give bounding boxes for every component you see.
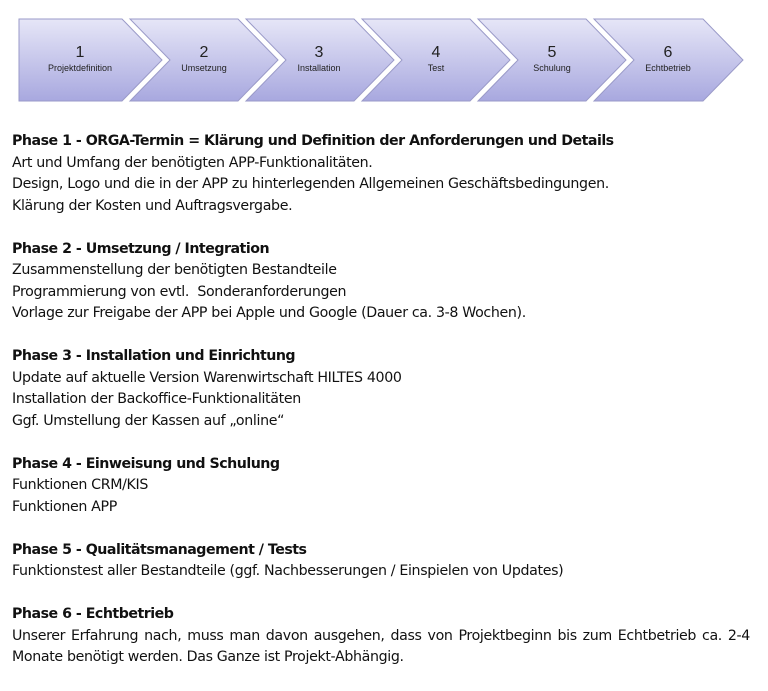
step-label: Installation bbox=[297, 63, 341, 73]
phase-line: Design, Logo und die in der APP zu hinterlegenden Allgemeinen Geschäftsbedingungen. bbox=[12, 176, 609, 192]
phase-line: Funktionen APP bbox=[12, 498, 117, 515]
step-1 bbox=[25, 44, 135, 74]
step-number: 5 bbox=[547, 44, 557, 61]
phase-1 bbox=[12, 131, 762, 217]
phase-descriptions bbox=[12, 131, 762, 690]
phase-line: Installation der Backoffice-Funktionalitäten bbox=[12, 391, 301, 407]
phase-paragraph: Unserer Erfahrung nach, muss man davon ausgehen, dass von Projektbeginn bis zum Echtbetrieb ca. 2-4 Monate benötigt werden. Das Ganze ist Projekt-Abhängig. bbox=[12, 627, 750, 665]
step-2 bbox=[149, 44, 259, 74]
phase-line: Klärung der Kosten und Auftragsvergabe. bbox=[12, 197, 293, 214]
phase-title: Phase 5 - Qualitätsmanagement / Tests bbox=[12, 541, 307, 558]
step-number: 4 bbox=[431, 44, 441, 61]
phase-line: Funktionstest aller Bestandteile (ggf. Nachbesserungen / Einspielen von Updates) bbox=[12, 563, 564, 579]
phase-3 bbox=[12, 346, 762, 432]
step-number: 3 bbox=[314, 44, 324, 61]
phase-line: Zusammenstellung der benötigten Bestandteile bbox=[12, 262, 337, 278]
phase-line: Ggf. Umstellung der Kassen auf „online“ bbox=[12, 412, 285, 429]
phase-title: Phase 4 - Einweisung und Schulung bbox=[12, 455, 280, 472]
phase-line: Update auf aktuelle Version Warenwirtschaft HILTES 4000 bbox=[12, 369, 402, 386]
step-label: Test bbox=[427, 63, 445, 73]
step-3 bbox=[264, 44, 374, 74]
phase-2 bbox=[12, 239, 762, 325]
phase-4 bbox=[12, 454, 762, 519]
phase-line: Art und Umfang der benötigten APP-Funktionalitäten. bbox=[12, 154, 373, 171]
step-6 bbox=[613, 44, 723, 74]
phase-title: Phase 6 - Echtbetrieb bbox=[12, 606, 174, 622]
step-number: 1 bbox=[75, 44, 85, 61]
phase-5 bbox=[12, 540, 762, 583]
step-5 bbox=[497, 44, 607, 74]
phase-title: Phase 2 - Umsetzung / Integration bbox=[12, 240, 270, 257]
step-label: Projektdefinition bbox=[47, 63, 113, 73]
step-label: Schulung bbox=[533, 63, 571, 73]
phase-line: Vorlage zur Freigabe der APP bei Apple und Google (Dauer ca. 3-8 Wochen). bbox=[12, 305, 526, 321]
step-label: Umsetzung bbox=[181, 63, 227, 73]
step-number: 6 bbox=[663, 44, 673, 61]
step-number: 2 bbox=[199, 44, 209, 61]
step-4 bbox=[381, 44, 491, 74]
phase-title: Phase 1 - ORGA-Termin = Klärung und Definition der Anforderungen und Details bbox=[12, 133, 614, 149]
phase-line: Funktionen CRM/KIS bbox=[12, 477, 148, 493]
step-label: Echtbetrieb bbox=[645, 63, 691, 73]
phase-6 bbox=[12, 604, 762, 669]
phase-title: Phase 3 - Installation und Einrichtung bbox=[12, 348, 296, 364]
phase-line: Programmierung von evtl. Sonderanforderungen bbox=[12, 283, 347, 300]
process-chevron-bar bbox=[0, 0, 768, 115]
